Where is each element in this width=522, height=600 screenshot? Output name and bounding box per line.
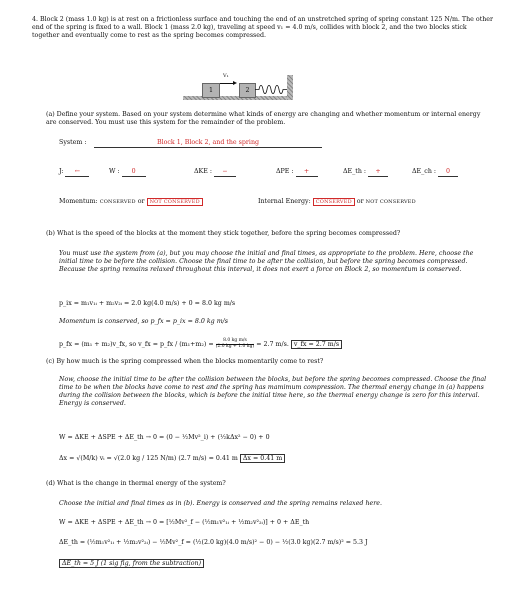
internal-or: or bbox=[356, 198, 364, 205]
velocity-label: V₁ bbox=[223, 73, 229, 79]
part-d-intro: Choose the initial and final times as in (b). Energy is conserved and the spring remains relaxed here. bbox=[59, 500, 382, 507]
internal-option-not-conserved: NOT CONSERVED bbox=[365, 199, 416, 205]
problem-intro: 4. Block 2 (mass 1.0 kg) is at rest on a frictionless surface and touching the end of an unstretched spring of spring constant 125 N/m. The other end of the spring is fixed to a wall. Block 1 (mass 2.0 kg), traveling at speed v₁ = 4.0 m/s, collides with block 2, and the two blocks stick together and eventually come to rest as the spring becomes compressed. bbox=[32, 16, 494, 40]
block-1 bbox=[202, 83, 220, 98]
part-d-question: (d) What is the change in thermal energy of the system? bbox=[46, 480, 226, 487]
part-c-eq2-left: Δx = √(M/k) vᵢ = √(2.0 kg / 125 N/m) (2.7 m/s) = 0.41 m bbox=[59, 455, 238, 462]
ke-row bbox=[194, 168, 236, 177]
part-d-eq2: ΔE_th = (½m₁v²₁ᵢ + ½m₂v²₂ᵢ) − ½Mv²_f = (½(2.0 kg)(4.0 m/s)² − 0) − ½(3.0 kg)(2.7 m/s)² = 5.3 J bbox=[59, 539, 368, 546]
part-d-eq1: W = ΔKE + ΔSPE + ΔE_th → 0 = [½Mv²_f − (½m₁v²₁ᵢ + ½m₂v²₂ᵢ)] + 0 + ΔE_th bbox=[59, 519, 310, 526]
eth-label: ΔE_th : bbox=[343, 168, 367, 175]
part-c-eq2 bbox=[59, 455, 285, 463]
part-b-eq2: Momentum is conserved, so p_fx = p_ix = 8.0 kg m/s bbox=[59, 318, 229, 325]
momentum-row bbox=[59, 198, 203, 206]
momentum-option-conserved: CONSERVED bbox=[99, 199, 136, 205]
eth-answer: + bbox=[368, 168, 388, 177]
velocity-arrow bbox=[220, 83, 234, 84]
impulse-row bbox=[59, 168, 89, 177]
block-2-label: 2 bbox=[245, 87, 250, 94]
pe-answer: + bbox=[296, 168, 318, 177]
internal-energy-label: Internal Energy: bbox=[258, 198, 311, 205]
internal-energy-row bbox=[258, 198, 416, 206]
block-2 bbox=[239, 83, 256, 98]
spring bbox=[255, 83, 287, 96]
part-d-answer-box: ΔE_th = 5 J (1 sig fig, from the subtraction) bbox=[59, 559, 204, 568]
block-1-label: 1 bbox=[208, 87, 213, 94]
work-answer: 0 bbox=[122, 168, 146, 177]
floor bbox=[183, 96, 291, 100]
part-b-eq3-left: p_fx = (m₁ + m₂)v_fx, so v_fx = p_fx / (m₁+m₂) = bbox=[59, 340, 214, 348]
ech-label: ΔE_ch : bbox=[412, 168, 436, 175]
pe-label: ΔPE : bbox=[276, 168, 294, 175]
part-c-question: (c) By how much is the spring compressed when the blocks momentarily come to rest? bbox=[46, 358, 324, 365]
part-b-fraction bbox=[216, 339, 255, 350]
ech-row bbox=[412, 168, 458, 177]
part-c-eq1: W = ΔKE + ΔSPE + ΔE_th → 0 = (0 − ½Mv²_i) + (½kΔx² − 0) + 0 bbox=[59, 434, 270, 441]
part-c-answer-box: Δx = 0.41 m bbox=[240, 454, 285, 463]
work-label: W : bbox=[109, 168, 120, 175]
velocity-arrowhead bbox=[233, 81, 237, 85]
wall bbox=[287, 75, 293, 100]
part-b-eq3 bbox=[59, 339, 342, 350]
ke-label: ΔKE : bbox=[194, 168, 212, 175]
impulse-answer: ← bbox=[65, 168, 89, 177]
eth-row bbox=[343, 168, 388, 177]
part-d-answer-row bbox=[59, 560, 204, 568]
impulse-label: J: bbox=[59, 168, 64, 175]
part-b-question: (b) What is the speed of the blocks at the moment they stick together, before the spring becomes compressed? bbox=[46, 230, 401, 237]
momentum-label: Momentum: bbox=[59, 198, 98, 205]
part-c-intro: Now, choose the initial time to be after the collision between the blocks, but before the spring becomes compressed. Choose the final time to be when the blocks have come to rest and the spring has mamimum compression. The thermal energy change in (a) happens during the collision between the blocks, which is before the initial time here, so the thermal energy change is zero for this interval. Energy is conserved. bbox=[59, 376, 487, 408]
work-row bbox=[109, 168, 146, 177]
system-label: System : bbox=[59, 139, 87, 146]
system-answer: Block 1, Block 2, and the spring bbox=[94, 139, 322, 148]
part-b-answer-box: v_fx = 2.7 m/s bbox=[291, 340, 342, 349]
momentum-option-not-conserved: NOT CONSERVED bbox=[147, 198, 203, 206]
part-b-intro: You must use the system from (a), but you may choose the initial and final times, as appropriate to the problem. Here, choose the initial time to be before the collision. Choose the final time to be after the collision, but before the spring becomes compressed. Because the spring remains relaxed throughout this interval, it does not exert a force on Block 2, so momentum is conserved. bbox=[59, 250, 474, 274]
collision-figure bbox=[183, 75, 301, 105]
internal-option-conserved: CONSERVED bbox=[313, 198, 355, 206]
pe-row bbox=[276, 168, 318, 177]
part-b-fraction-num: 8.0 kg m/s bbox=[216, 339, 255, 345]
momentum-or: or bbox=[137, 198, 145, 205]
ech-answer: 0 bbox=[438, 168, 458, 177]
part-b-eq3-result: = 2.7 m/s. bbox=[256, 340, 289, 348]
part-b-fraction-den: (2.0 kg + 1.0 kg) bbox=[215, 343, 255, 349]
part-a-question: (a) Define your system. Based on your system determine what kinds of energy are changing and whether momentum or internal energy are conserved. You must use this system for the remainder of the problem. bbox=[46, 111, 481, 127]
part-b-eq1: p_ix = m₁v₁ᵢ + m₂v₂ᵢ = 2.0 kg(4.0 m/s) + 0 = 8.0 kg m/s bbox=[59, 300, 236, 307]
ke-answer: − bbox=[214, 168, 236, 177]
